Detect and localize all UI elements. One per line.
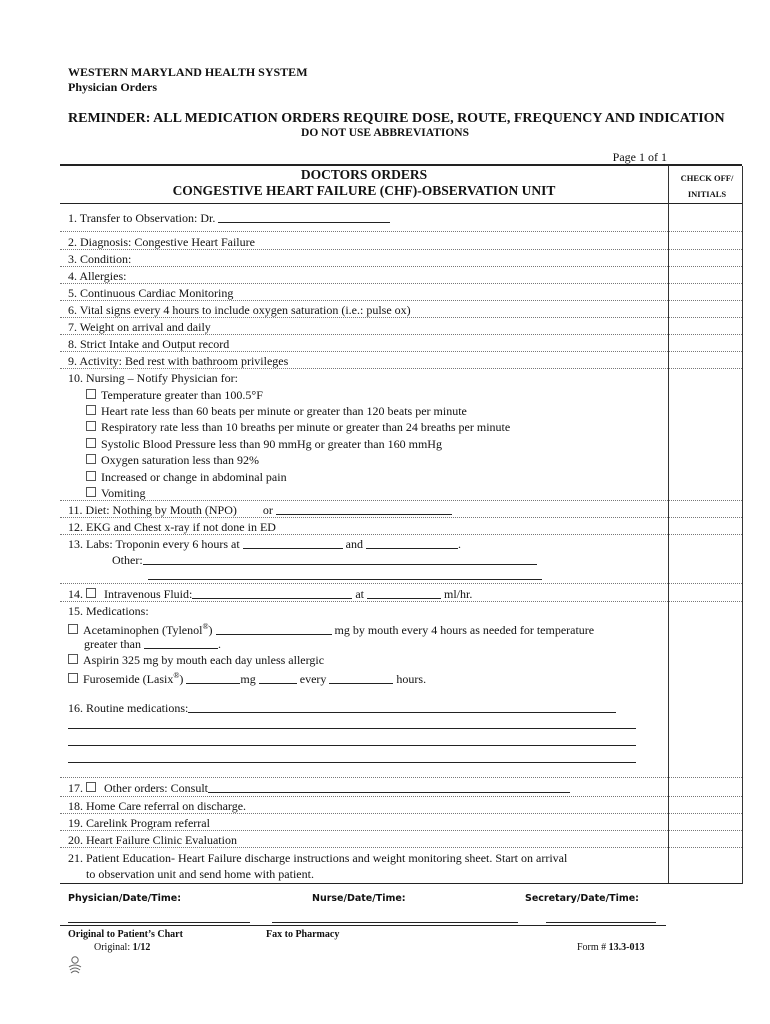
diet-field[interactable] [276, 503, 452, 515]
notify-item: Heart rate less than 60 beats per minute or greater than 120 beats per minute [86, 404, 467, 418]
iv-fluid-field[interactable] [192, 587, 352, 599]
checkbox[interactable] [86, 471, 96, 481]
row-separator [60, 796, 742, 797]
doctors-orders-title: DOCTORS ORDERS [300, 167, 428, 182]
row-separator [60, 231, 742, 232]
med-acetaminophen: Acetaminophen (Tylenol®) mg by mouth every 4 hours as needed for temperature [68, 620, 594, 637]
check-off-header: CHECK OFF/ [680, 173, 734, 183]
checkbox[interactable] [86, 454, 96, 464]
initials-header: INITIALS [687, 189, 727, 199]
order-2: 2. Diagnosis: Congestive Heart Failure [68, 235, 255, 249]
med-acetaminophen-temp: greater than . [84, 637, 221, 651]
row-separator [60, 847, 742, 848]
order-20: 20. Heart Failure Clinic Evaluation [68, 833, 237, 847]
checkbox[interactable] [86, 588, 96, 598]
title-bottom-border [60, 203, 742, 204]
order-13: 13. Labs: Troponin every 6 hours at and . [68, 537, 461, 551]
row-separator [60, 249, 742, 250]
checkbox[interactable] [86, 487, 96, 497]
checkbox[interactable] [86, 438, 96, 448]
order-4: 4. Allergies: [68, 269, 127, 283]
physician-signature-label: Physician/Date/Time: [68, 893, 181, 904]
med-furosemide: Furosemide (Lasix®) mg every hours. [68, 669, 426, 686]
order-1-text: 1. Transfer to Observation: Dr. [68, 211, 219, 225]
other-labs: Other: [112, 553, 537, 567]
other-labs-field[interactable] [143, 553, 537, 565]
routine-meds-field[interactable] [188, 701, 616, 713]
organization-name: WESTERN MARYLAND HEALTH SYSTEM [68, 65, 308, 79]
furosemide-route-field[interactable] [259, 672, 297, 684]
order-11: 11. Diet: Nothing by Mouth (NPO) or [68, 503, 452, 517]
order-5: 5. Continuous Cardiac Monitoring [68, 286, 234, 300]
row-separator [60, 813, 742, 814]
row-separator [60, 534, 742, 535]
row-separator [60, 517, 742, 518]
notify-item: Oxygen saturation less than 92% [86, 453, 259, 467]
form-number: Form # 13.3-013 [577, 942, 645, 953]
order-14: 14. Intravenous Fluid: at ml/hr. [68, 587, 473, 601]
row-separator [60, 317, 742, 318]
secretary-signature-line[interactable] [546, 922, 656, 923]
checkbox[interactable] [68, 624, 78, 634]
acetaminophen-temp-field[interactable] [144, 637, 218, 649]
doctor-name-field[interactable] [218, 211, 390, 223]
order-21-cont: to observation unit and send home with patient. [86, 867, 314, 881]
order-15: 15. Medications: [68, 604, 149, 618]
nurse-signature-line[interactable] [272, 922, 518, 923]
notify-item: Increased or change in abdominal pain [86, 470, 287, 484]
order-1 [68, 211, 390, 225]
page-number: Page 1 of 1 [612, 150, 667, 164]
row-separator [60, 601, 742, 602]
checkbox[interactable] [86, 405, 96, 415]
reminder-text: REMINDER: ALL MEDICATION ORDERS REQUIRE DOSE, ROUTE, FREQUENCY AND INDICATION [68, 111, 725, 126]
checkbox[interactable] [86, 421, 96, 431]
right-border [742, 166, 743, 884]
order-9: 9. Activity: Bed rest with bathroom privileges [68, 354, 289, 368]
row-separator [60, 283, 742, 284]
notify-item: Temperature greater than 100.5°F [86, 388, 263, 402]
order-7: 7. Weight on arrival and daily [68, 320, 211, 334]
row-separator [60, 583, 742, 584]
routine-meds-line-3[interactable] [68, 745, 636, 746]
order-10: 10. Nursing – Notify Physician for: [68, 371, 238, 385]
order-19: 19. Carelink Program referral [68, 816, 210, 830]
row-separator [60, 334, 742, 335]
row-separator [60, 368, 742, 369]
order-16: 16. Routine medications: [68, 701, 616, 715]
notify-item: Respiratory rate less than 10 breaths per minute or greater than 24 breaths per minute [86, 420, 510, 434]
checkbox[interactable] [86, 389, 96, 399]
notify-item: Systolic Blood Pressure less than 90 mmHg or greater than 160 mmHg [86, 437, 442, 451]
physician-signature-line[interactable] [68, 922, 250, 923]
checkbox[interactable] [68, 654, 78, 664]
order-18: 18. Home Care referral on discharge. [68, 799, 247, 813]
checkbox[interactable] [68, 673, 78, 683]
checkbox[interactable] [86, 782, 96, 792]
row-separator [60, 300, 742, 301]
notify-item: Vomiting [86, 486, 145, 500]
row-separator [60, 500, 742, 501]
order-12: 12. EKG and Chest x-ray if not done in ED [68, 520, 276, 534]
furosemide-dose-field[interactable] [186, 672, 240, 684]
order-6: 6. Vital signs every 4 hours to include oxygen saturation (i.e.: pulse ox) [68, 303, 411, 317]
row-separator [60, 777, 742, 778]
consult-field[interactable] [208, 781, 570, 793]
fax-to-pharmacy: Fax to Pharmacy [266, 929, 340, 940]
routine-meds-line-4[interactable] [68, 762, 636, 763]
original-date: Original: 1/12 [94, 942, 151, 953]
top-border [60, 164, 742, 166]
row-separator [60, 830, 742, 831]
med-aspirin: Aspirin 325 mg by mouth each day unless allergic [68, 653, 324, 667]
order-21: 21. Patient Education- Heart Failure discharge instructions and weight monitoring sheet. Start on arrival [68, 851, 568, 865]
form-type: Physician Orders [68, 80, 157, 94]
row-separator [60, 351, 742, 352]
order-3: 3. Condition: [68, 252, 132, 266]
iv-rate-field[interactable] [367, 587, 441, 599]
row-separator [60, 266, 742, 267]
original-to-chart: Original to Patient’s Chart [68, 929, 183, 940]
troponin-time-1-field[interactable] [243, 537, 343, 549]
nurse-signature-label: Nurse/Date/Time: [312, 893, 406, 904]
secretary-signature-label: Secretary/Date/Time: [525, 893, 639, 904]
troponin-time-2-field[interactable] [366, 537, 458, 549]
orders-bottom-border [60, 883, 742, 884]
furosemide-freq-field[interactable] [329, 672, 393, 684]
acetaminophen-dose-field[interactable] [216, 623, 332, 635]
routine-meds-line-2[interactable] [68, 728, 636, 729]
chf-title: CONGESTIVE HEART FAILURE (CHF)-OBSERVATION UNIT [172, 183, 556, 198]
health-system-logo-icon [66, 955, 84, 977]
footer-rule [60, 925, 666, 926]
order-17: 17. Other orders: Consult [68, 781, 570, 795]
other-labs-line-2[interactable] [148, 579, 542, 580]
no-abbreviations-note: DO NOT USE ABBREVIATIONS [301, 127, 469, 139]
order-8: 8. Strict Intake and Output record [68, 337, 230, 351]
